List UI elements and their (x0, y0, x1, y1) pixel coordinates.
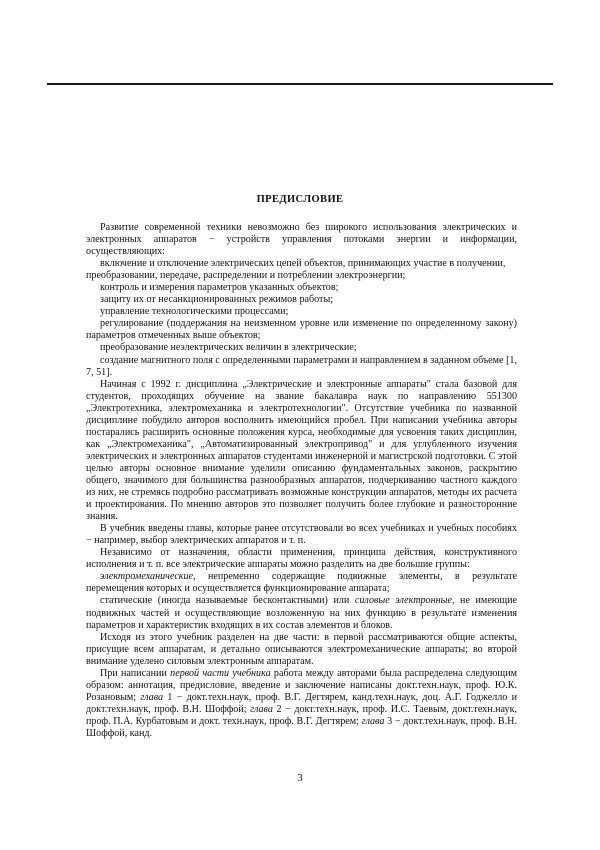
list-item: преобразование неэлектрических величин в электрические; (100, 342, 357, 354)
page-number: 3 (297, 773, 303, 784)
italic-term: первой части учебника (170, 667, 271, 679)
italic-term: глава (361, 715, 385, 727)
header-rule (47, 83, 553, 85)
paragraph: Начиная с 1992 г. дисциплина „Электрические и электронные аппараты" стала базовой для студентов, проходящих обучение на звание бакалавра наук по направлению 551300 „Электротехника, электромеханика и электротехнологии". Отсутствие учебника по названной дисциплине побудило авторов восполнить имеющийся пробел. При написании учебника авторы постарались расширить основные положения курса, необходимые для усвоения таких дисциплин, как „Электромеханика", „Автоматизированный электропривод" и для углубленного изучения электрических и электронных аппаратов студентами инженерной и магистрской подготовки. С этой целью авторы основное внимание уделили описанию фундаментальных законов, раскрытию общего, значимого для большинства разнообразных аппаратов, подчеркиванию частного каждого из них, не стремясь подробно рассматривать возможные конструкции аппаратов, методы их расчета и проектирования. По мнению авторов это позволяет получить более глубокие и разносторонние знания. (86, 378, 517, 523)
page-title: ПРЕДИСЛОВИЕ (256, 194, 344, 205)
preface-body (86, 222, 517, 740)
list-item: контроль и измерения параметров указанных объектов; (100, 282, 339, 294)
paragraph: статические (иногда называемые бесконтактными) или силовые электронные, не имеющие подвижных частей и осуществляющие возложенную на них функцию в результате изменения параметров и характеристик входящих в их состав элементов и блоков. (86, 595, 517, 631)
paragraph: Развитие современной техники невозможно без широкого использования электрических и электронных аппаратов − устройств управления потоками энергии и информации, осуществляющих: (86, 222, 517, 258)
list-item: регулирование (поддержания на неизменном уровне или изменение по определенному закону) параметров отмеченных выше объектов; (86, 318, 517, 342)
list-item: управление технологическими процессами; (100, 306, 289, 318)
paragraph: При написании первой части учебника работа между авторами была распределена следующим образом: аннотация, предисловие, введение и заключение написаны докт.техн.наук, проф. Ю.К. Розановым; глава 1 − докт.техн.наук, проф. В.Г. Дегтярем, канд.техн.наук, доц. А.Г. Годжелло и докт.техн.наук, проф. В.Н. Шоффой; глава 2 − докт.техн.наук, проф. И.С. Таевым, докт.техн.наук, проф. П.А. Курбатовым и докт. техн.наук, проф. В.Г. Дегтярем; глава 3 − докт.техн.наук, проф. В.Н. Шоффой, канд. (86, 667, 518, 739)
italic-term: электромеханические (100, 571, 194, 583)
list-item: создание магнитного поля с определенными параметрами и направлением в заданном объеме [1, 7, 51]. (86, 354, 517, 378)
list-item: включение и отключение электрических цепей объектов, принимающих участие в получении, преобразовании, передаче, распределении и потреблении электроэнергии; (86, 258, 506, 282)
italic-term: глава (140, 691, 164, 703)
paragraph: электромеханические, непременно содержащие подвижные элементы, в результате перемещения которых и осуществляется функционирование аппарата; (86, 571, 517, 595)
paragraph: Независимо от назначения, области применения, принципа действия, конструктивного исполнения и т. п. все электрические аппараты можно разделить на две большие группы: (86, 547, 517, 571)
paragraph: В учебник введены главы, которые ранее отсутствовали во всех учебниках и учебных пособиях − например, выбор электрических аппаратов и т. п. (86, 523, 517, 547)
paragraph: Исходя из этого учебник разделен на две части: в первой рассматриваются общие аспекты, присущие всем аппаратам, и детально описываются электромеханические аппараты; во второй внимание уделено силовым электронным аппаратам. (86, 631, 517, 667)
list-item: защиту их от несанкционированных режимов работы; (100, 294, 334, 306)
italic-term: глава (250, 703, 273, 715)
term-separator: , (193, 571, 208, 583)
italic-term: силовые электронные (354, 595, 452, 607)
